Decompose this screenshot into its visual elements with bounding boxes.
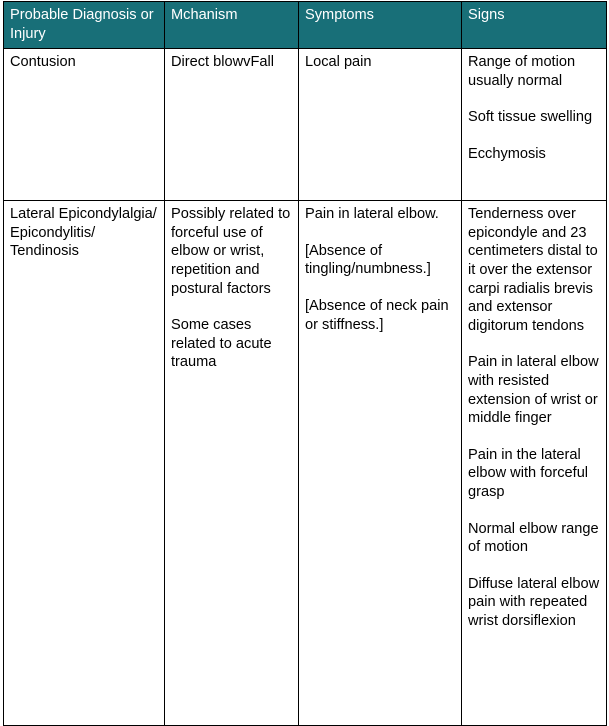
sign-text: Tenderness over epicondyle and 23 centimeters distal to it over the extensor carpi radialis brevis and extensor digitorum tendons xyxy=(468,206,598,334)
sign-text: Diffuse lateral elbow pain with repeated wrist dorsiflexion xyxy=(468,575,600,629)
symptom-text: [Absence of neck pain or stiffness.] xyxy=(305,297,449,333)
mechanism-cell xyxy=(165,49,299,201)
diagnosis-text: Contusion xyxy=(10,54,76,71)
injury-table xyxy=(3,1,607,726)
header-mechanism: Mchanism xyxy=(165,2,299,49)
header-symptoms: Symptoms xyxy=(299,2,462,49)
mechanism-cell xyxy=(165,201,299,726)
diagnosis-text: Lateral Epicondylalgia/ Epicondylitis/ Tendinosis xyxy=(10,206,157,260)
sign-text: Pain in lateral elbow with resisted extension of wrist or middle finger xyxy=(468,354,599,427)
table-row xyxy=(4,49,607,201)
header-row xyxy=(4,2,607,49)
header-diagnosis: Probable Diagnosis or Injury xyxy=(4,2,165,49)
mechanism-text: Some cases related to acute trauma xyxy=(171,317,272,371)
signs-cell xyxy=(462,201,607,726)
sign-text: Ecchymosis xyxy=(468,145,546,162)
table-body xyxy=(4,49,607,726)
signs-cell xyxy=(462,49,607,201)
diagnosis-cell xyxy=(4,201,165,726)
table-header xyxy=(4,2,607,49)
sign-text: Normal elbow range of motion xyxy=(468,520,599,556)
sign-text: Soft tissue swelling xyxy=(468,109,593,126)
symptoms-cell xyxy=(299,201,462,726)
diagnosis-cell xyxy=(4,49,165,201)
mechanism-text: Possibly related to forceful use of elbow or wrist, repetition and postural factors xyxy=(171,206,291,297)
symptom-text: Pain in lateral elbow. xyxy=(305,206,439,223)
header-signs: Signs xyxy=(462,2,607,49)
sign-text: Pain in the lateral elbow with forceful grasp xyxy=(468,446,589,500)
symptom-text: [Absence of tingling/numbness.] xyxy=(305,242,431,278)
symptom-text: Local pain xyxy=(305,54,372,71)
table-row xyxy=(4,201,607,726)
sign-text: Range of motion usually normal xyxy=(468,54,576,89)
mechanism-text: Direct blowvFall xyxy=(171,54,274,71)
symptoms-cell xyxy=(299,49,462,201)
